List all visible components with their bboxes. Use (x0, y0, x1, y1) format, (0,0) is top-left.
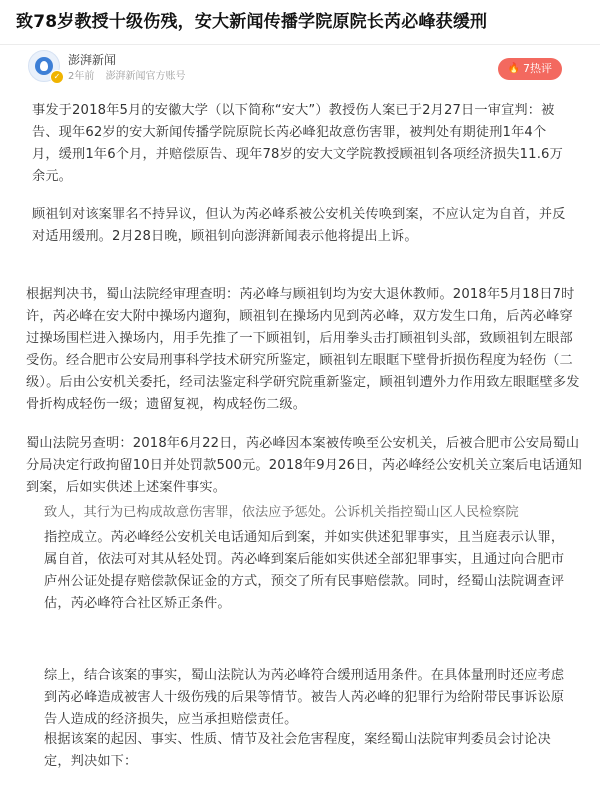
publish-time: 2年前 (68, 71, 95, 82)
paragraph-7: 根据该案的起因、事实、性质、情节及社会危害程度，案经蜀山法院审判委员会讨论决定，判决如下： (44, 732, 551, 769)
article-title: 致78岁教授十级伤残，安大新闻传播学院原院长芮必峰获缓刑 (16, 12, 488, 32)
account-description: 澎湃新闻官方账号 (105, 71, 186, 82)
title-divider (0, 44, 600, 45)
paragraph-2: 顾祖钊对该案罪名不持异议，但认为芮必峰系被公安机关传唤到案，不应认定为自首，并反对适用缓刑。2月28日晚，顾祖钊向澎湃新闻表示他将提出上诉。 (32, 207, 566, 244)
hot-comments-button[interactable] (498, 58, 562, 80)
verified-badge-icon: ✓ (50, 70, 64, 84)
source-meta (68, 67, 194, 82)
paragraph-6: 综上，结合该案的事实，蜀山法院认为芮必峰符合缓刑适用条件。在具体量刑时还应考虑到芮必峰造成被害人十级伤残的后果等情节。被告人芮必峰的犯罪行为给附带民事诉讼原告人造成的经济损失，应当承担赔偿责任。 (44, 668, 565, 727)
source-name[interactable]: 澎湃新闻 (68, 53, 117, 67)
paragraph-5: 指控成立。芮必峰经公安机关电话通知后到案，并如实供述犯罪事实，且当庭表示认罪，属自首，依法可对其从轻处罚。芮必峰到案后能如实供述全部犯罪事实，且通过向合肥市庐州公证处提存赔偿款保证金的方式，预交了所有民事赔偿款。同时，经蜀山法院调查评估，芮必峰符合社区矫正条件。 (44, 530, 565, 611)
avatar-figure-icon (40, 61, 48, 71)
paragraph-1: 事发于2018年5月的安徽大学（以下简称“安大”）教授伤人案已于2月27日一审宣判：被告、现年62岁的安大新闻传播学院原院长芮必峰犯故意伤害罪，被判处有期徒刑1年4个月，缓刑1年6个月，并赔偿原告、现年78岁的安大文学院教授顾祖钊各项经济损失11.6万余元。 (32, 103, 563, 184)
paragraph-4: 蜀山法院另查明：2018年6月22日，芮必峰因本案被传唤至公安机关，后被合肥市公安局蜀山分局决定行政拘留10日并处罚款500元。2018年9月26日，芮必峰经公安机关立案后电话通知到案，后如实供述上述案件事实。 (26, 436, 582, 495)
cut-off-text: 致人，其行为已构成故意伤害罪，依法应予惩处。公诉机关指控蜀山区人民检察院 (44, 505, 519, 520)
cut-off-line (44, 505, 574, 526)
paragraph-3: 根据判决书，蜀山法院经审理查明：芮必峰与顾祖钊均为安大退休教师。2018年5月18日7时许，芮必峰在安大附中操场内遛狗，顾祖钊在操场内见到芮必峰，双方发生口角，后芮必峰穿过操场围栏进入操场内，用手先推了一下顾祖钊，后用拳头击打顾祖钊头部，致顾祖钊左眼部受伤。经合肥市公安局刑事科学技术研究所鉴定，顾祖钊左眼眶下壁骨折损伤程度为轻伤（二级）。后由公安机关委托，经司法鉴定科学研究院重新鉴定，顾祖钊遭外力作用致左眼眶壁多发骨折构成轻伤一级；遗留复视，构成轻伤二级。 (26, 287, 580, 412)
hot-comments-label: 7热评 (523, 62, 552, 75)
flame-icon: 🔥 (507, 63, 520, 74)
